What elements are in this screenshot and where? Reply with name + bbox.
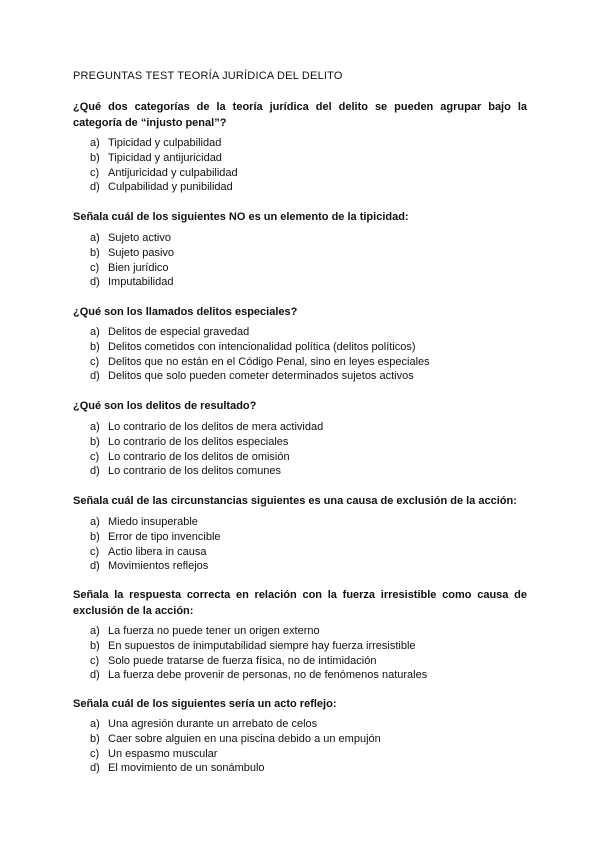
options-list-3 (90, 325, 430, 384)
option-3d: d) Delitos que solo pueden cometer determinados sujetos activos (90, 370, 414, 383)
option-1a: a) Tipicidad y culpabilidad (90, 137, 222, 149)
option-4a: a) Lo contrario de los delitos de mera actividad (90, 421, 324, 433)
option-7c: c) Un espasmo muscular (90, 747, 218, 760)
option-7d: d) El movimiento de un sonámbulo (90, 762, 265, 775)
option-5d: d) Movimientos reflejos (90, 560, 209, 573)
option-3b: b) Delitos cometidos con intencionalidad política (delitos políticos) (90, 340, 416, 353)
option-5a: a) Miedo insuperable (90, 516, 198, 528)
option-4d: d) Lo contrario de los delitos comunes (90, 465, 282, 478)
option-7b: b) Caer sobre alguien en una piscina debido a un empujón (90, 732, 381, 745)
option-2c: c) Bien jurídico (90, 261, 169, 274)
option-2a: a) Sujeto activo (90, 232, 171, 244)
question-4: ¿Qué son los delitos de resultado? (73, 400, 257, 412)
option-2b: b) Sujeto pasivo (90, 246, 175, 259)
option-3a: a) Delitos de especial gravedad (90, 326, 250, 338)
options-list-6 (90, 624, 427, 683)
option-5c: c) Actio libera in causa (90, 545, 207, 558)
option-7a: a) Una agresión durante un arrebato de celos (90, 718, 318, 730)
page-title: PREGUNTAS TEST TEORÍA JURÍDICA DEL DELITO (73, 70, 343, 82)
option-4c: c) Lo contrario de los delitos de omisión (90, 450, 290, 463)
option-2d: d) Imputabilidad (90, 276, 174, 289)
option-6a: a) La fuerza no puede tener un origen externo (90, 625, 320, 637)
question-1: ¿Qué dos categorías de la teoría jurídica del delito se pueden agrupar bajo la categoría de “injusto penal”? (73, 101, 527, 129)
option-1c: c) Antijuricidad y culpabilidad (90, 166, 238, 179)
option-5b: b) Error de tipo invencible (90, 530, 221, 543)
option-6b: b) En supuestos de inimputabilidad siempre hay fuerza irresistible (90, 639, 416, 652)
options-list-5 (90, 515, 221, 574)
option-1d: d) Culpabilidad y punibilidad (90, 181, 233, 194)
question-3: ¿Qué son los llamados delitos especiales? (73, 306, 298, 318)
option-6c: c) Solo puede tratarse de fuerza física, no de intimidación (90, 654, 377, 667)
option-1b: b) Tipicidad y antijuricidad (90, 151, 222, 164)
option-3c: c) Delitos que no están en el Código Penal, sino en leyes especiales (90, 355, 430, 368)
option-6d: d) La fuerza debe provenir de personas, no de fenómenos naturales (90, 669, 428, 682)
question-5: Señala cuál de las circunstancias siguientes es una causa de exclusión de la acción: (73, 495, 517, 507)
options-list-1 (90, 136, 238, 195)
options-list-4 (90, 420, 323, 479)
options-list-2 (90, 231, 174, 290)
options-list-7 (90, 717, 381, 776)
question-2: Señala cuál de los siguientes NO es un elemento de la tipicidad: (73, 211, 409, 223)
question-6: Señala la respuesta correcta en relación con la fuerza irresistible como causa de exclusión de la acción: (73, 589, 527, 617)
option-4b: b) Lo contrario de los delitos especiales (90, 435, 289, 448)
question-7: Señala cuál de los siguientes sería un acto reflejo: (73, 698, 337, 710)
